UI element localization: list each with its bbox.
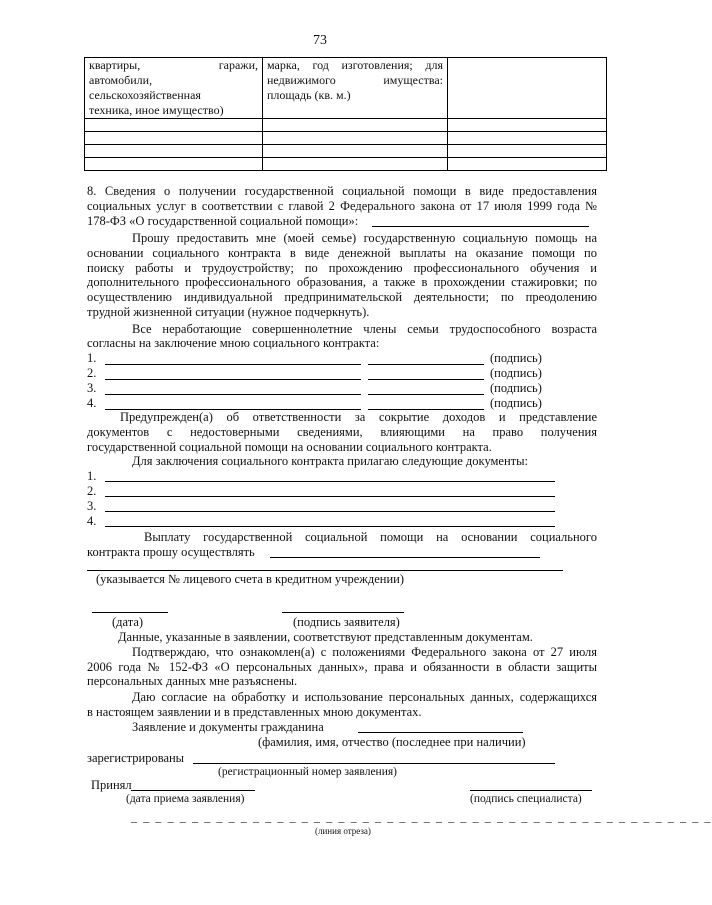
request-line: Прошу предоставить мне (моей семье) государственную социальную помощь на	[132, 231, 597, 245]
table-cell	[85, 145, 263, 158]
specialist-signature-line[interactable]	[470, 790, 592, 791]
doc-line[interactable]	[105, 496, 555, 497]
account-number-line[interactable]	[87, 570, 563, 571]
specialist-signature-hint: (подпись специалиста)	[470, 793, 582, 805]
warning-line: документов с недостоверными сведениями, влияющими на право получения	[87, 425, 597, 439]
confirm-line: 2006 года № 152-ФЗ «О персональных данных», права и обязанности в области защиты	[87, 660, 597, 674]
doc-number: 2.	[87, 484, 97, 498]
payment-fill-line[interactable]	[270, 557, 540, 558]
members-line: Все неработающие совершеннолетние члены семьи трудоспособного возраста	[132, 322, 597, 336]
table-cell	[263, 58, 448, 119]
account-hint: (указывается № лицевого счета в кредитном учреждении)	[96, 572, 405, 586]
accepted-label: Принял	[91, 778, 132, 792]
table-cell-text: техника, иное имущество)	[89, 103, 224, 117]
warning-line: государственной социальной помощи на основании социального контракта.	[87, 440, 492, 454]
table-cell	[263, 145, 448, 158]
table-row	[85, 132, 607, 145]
member-signature-label: (подпись)	[490, 366, 542, 380]
date-label: (дата)	[112, 615, 144, 629]
member-name-line[interactable]	[105, 379, 361, 380]
table-cell	[448, 119, 607, 132]
accept-date-hint: (дата приема заявления)	[126, 793, 245, 805]
request-line: осуществлению индивидуальной предпринимательской деятельности; по преодолению	[87, 290, 597, 304]
member-signature-label: (подпись)	[490, 381, 542, 395]
applicant-signature-line[interactable]	[282, 612, 404, 613]
table-cell	[85, 58, 263, 119]
applicant-signature-label: (подпись заявителя)	[293, 615, 400, 629]
request-line: дополнительного профессионального образования, а также в прохождении стажировки; по	[87, 275, 597, 289]
accept-date-line[interactable]	[131, 790, 255, 791]
confirm-line: персональных данных мне разъяснены.	[87, 674, 298, 688]
confirm-line: Данные, указанные в заявлении, соответствуют представленным документам.	[118, 630, 533, 644]
table-cell	[85, 119, 263, 132]
fio-hint: (фамилия, имя, отчество (последнее при наличии)	[258, 735, 526, 749]
table-row	[85, 58, 607, 119]
doc-line[interactable]	[105, 481, 555, 482]
table-cell	[263, 158, 448, 171]
table-row	[85, 145, 607, 158]
doc-number: 1.	[87, 469, 97, 483]
doc-number: 3.	[87, 499, 97, 513]
payment-line: контракта прошу осуществлять	[87, 545, 255, 559]
confirm-line: в настоящем заявлении и в представленных мною документах.	[87, 705, 422, 719]
table-cell-text: марка, год изготовления; для	[267, 58, 443, 72]
request-line: трудной жизненной ситуации (нужное подчеркнуть).	[87, 305, 370, 319]
table-cell-text: площадь (кв. м.)	[267, 88, 351, 102]
cut-line-label: (линия отреза)	[315, 826, 371, 836]
table-cell	[448, 132, 607, 145]
doc-line[interactable]	[105, 526, 555, 527]
page-number: 73	[313, 33, 327, 48]
section8-line: 178-ФЗ «О государственной социальной помощи»:	[87, 214, 359, 228]
table-cell	[85, 158, 263, 171]
member-signature-label: (подпись)	[490, 396, 542, 410]
table-row	[85, 119, 607, 132]
property-table	[84, 57, 607, 171]
cut-line: _ _ _ _ _ _ _ _ _ _ _ _ _ _ _ _ _ _ _ _ _ _ _ _ _ _ _ _ _ _ _ _ _ _ _ _ _ _ _ _ _ _ _ _ _ _ _ _	[131, 810, 712, 824]
member-signature-label: (подпись)	[490, 351, 542, 365]
request-line: основании социального контракта в виде денежной выплаты на оказание помощи по	[87, 246, 597, 260]
table-cell	[263, 119, 448, 132]
member-signature-line[interactable]	[368, 364, 484, 365]
table-row	[85, 158, 607, 171]
member-name-line[interactable]	[105, 394, 361, 395]
citizen-name-line[interactable]	[358, 732, 523, 733]
confirm-line: Даю согласие на обработку и использование персональных данных, содержащихся	[132, 690, 597, 704]
doc-line[interactable]	[105, 511, 555, 512]
confirm-line: Подтверждаю, что ознакомлен(а) с положениями Федерального закона от 27 июля	[132, 645, 597, 659]
docs-title: Для заключения социального контракта прилагаю следующие документы:	[132, 454, 529, 468]
table-cell	[85, 132, 263, 145]
member-name-line[interactable]	[105, 364, 361, 365]
section8-line: 8. Сведения о получении государственной социальной помощи в виде предоставления	[87, 184, 597, 198]
table-cell-text: недвижимого имущества:	[267, 73, 443, 87]
table-cell-text: квартиры, гаражи,	[89, 58, 258, 72]
member-number: 3.	[87, 381, 97, 395]
table-cell	[263, 132, 448, 145]
request-line: поиску работы и трудоустройству; по прохождению профессионального обучения и	[87, 261, 597, 275]
table-cell-text: автомобили,	[89, 73, 153, 87]
member-signature-line[interactable]	[368, 394, 484, 395]
table-cell	[448, 158, 607, 171]
registration-line: зарегистрированы	[87, 751, 185, 765]
member-number: 4.	[87, 396, 97, 410]
registration-number-line[interactable]	[193, 763, 555, 764]
warning-line: Предупрежден(а) об ответственности за сокрытие доходов и представление	[120, 410, 597, 424]
member-number: 1.	[87, 351, 97, 365]
registration-line: Заявление и документы гражданина	[132, 720, 324, 734]
section8-fill-line[interactable]	[372, 226, 589, 227]
registration-hint: (регистрационный номер заявления)	[218, 766, 397, 778]
members-line: согласны на заключение мною социального контракта:	[87, 336, 380, 350]
section8-line: социальных услуг в соответствии с главой 2 Федерального закона от 17 июля 1999 года №	[87, 199, 597, 213]
doc-number: 4.	[87, 514, 97, 528]
date-line[interactable]	[92, 612, 168, 613]
member-signature-line[interactable]	[368, 379, 484, 380]
table-cell-text: сельскохозяйственная	[89, 88, 201, 102]
table-cell	[448, 145, 607, 158]
table-cell	[448, 58, 607, 119]
payment-line: Выплату государственной социальной помощи на основании социального	[144, 530, 597, 544]
member-number: 2.	[87, 366, 97, 380]
